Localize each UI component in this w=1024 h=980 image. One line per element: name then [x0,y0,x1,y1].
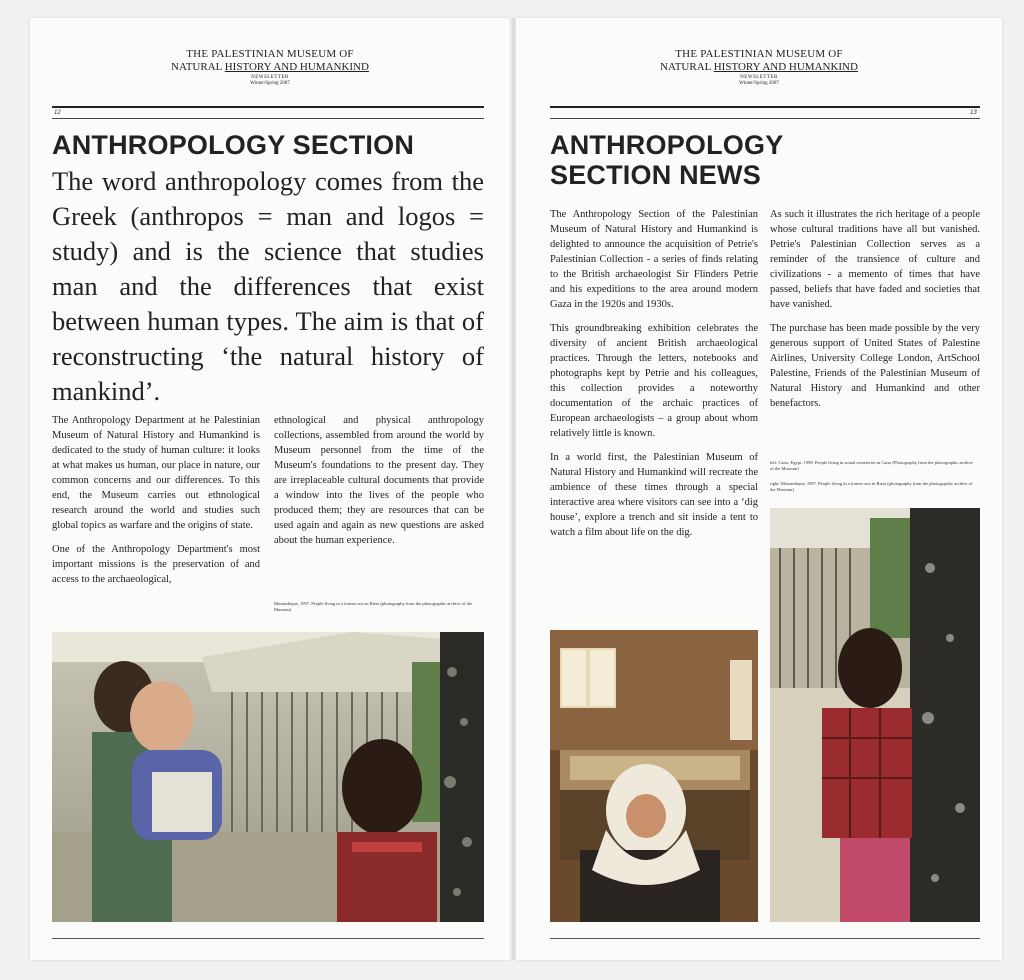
masthead-issue: Winter/Spring 2007 [250,81,290,86]
section-heading [550,130,990,190]
body-column-2 [770,207,980,420]
page-spine [512,18,515,960]
sub-rule [550,118,980,119]
body-column-1 [52,413,260,596]
bottom-rule [52,938,484,939]
section-heading-line2: SECTION NEWS [550,160,761,190]
masthead-title-line2 [90,61,450,74]
masthead-left [90,48,450,87]
body-paragraph: This groundbreaking exhibition celebrates the diversity of ancient British archaeological practices. Through the letters, notebooks and photographs kept by Petrie and his colleagues, this collection provides a noteworthy documentation of the archaic practices of European archaeologists – a group about whom relatively little is known. [550,323,758,439]
sub-rule [52,118,484,119]
photo-caption: Mozambique, 1997. People living in a former zoo in Biera (photography from the photographic archive of the Museum) [274,601,472,612]
body-paragraph: The Anthropology Section of the Palestinian Museum of Natural History and Humankind is delighted to announce the acquisition of Petrie's Palestinian Collection - a series of finds relating to the British archaeologist Sir Flinders Petrie and his expeditions to the area around modern Gaza in the 1920s and 1930s. [550,209,758,310]
masthead-right [579,48,939,87]
body-paragraph: The Anthropology Department at he Palestinian Museum of Natural History and Humankind is dedicated to the study of human culture: it looks at what makes us human, our place in nature, our common concerns and our differences. To this end, the Museum carries out ethnological research around the world and studies such global topics as warfare and the origins of state. [52,415,260,531]
body-paragraph: The purchase has been made possible by the very generous support of United States of Palestine Airlines, University College London, ArtSchool Palestine, Friends of the Palestinian Museum of Natural History and Humankind and other benefactors. [770,323,980,409]
lead-paragraph: The word anthropology comes from the Greek (anthropos = man and logos = study) and is the science that studies man and the differences that exist between human types. The aim is that of reconstructing ‘the natural history of mankind’. [52,166,484,406]
masthead-newsletter: NEWSLETTER [251,75,289,80]
section-heading: ANTHROPOLOGY SECTION [52,130,415,160]
left-page [30,18,510,960]
masthead-title-line1: THE PALESTINIAN MUSEUM OF [186,48,354,60]
page-number: 13 [970,110,977,116]
masthead-title-line1: THE PALESTINIAN MUSEUM OF [675,48,843,60]
masthead-issue: Winter/Spring 2007 [739,81,779,86]
page-number: 12 [54,110,61,116]
masthead-line2-underlined: HISTORY AND HUMANKIND [224,61,369,73]
body-column-2 [274,413,484,557]
section-heading-line1: ANTHROPOLOGY [550,130,784,160]
photo-children-mozambique [52,632,484,922]
masthead-line2-underlined: HISTORY AND HUMANKIND [713,61,858,73]
photo-caption-left: left: Cairo, Egypt, 1998. People living in actual cemeteries in Cairo (Photography from the photographic archive of the Museum) [770,460,973,471]
body-column-1 [550,207,758,549]
body-paragraph: In a world first, the Palestinian Museum of Natural History and Humankind will recreate the ambience of these times through a special interactive area where visitors can see into a ‘dig house’, explore a trench and sit inside a tent to watch a film about life on the dig. [550,452,758,538]
body-paragraph: ethnological and physical anthropology collections, assembled from around the world by Museum personnel from the time of the Museum's foundations to the present day. They are irreplaceable cultural documents that provide a window into the lives of the people who produced them; they are resources that can be used again and again as new questions are asked about the human experience. [274,415,484,546]
masthead-title-line2 [579,61,939,74]
right-page [516,18,1002,960]
photo-child-mozambique [770,508,980,922]
photo-caption-right: right: Mozambique, 1997. People living in a former zoo in Biera (photography from the photographic archive of the Museum) [770,481,973,492]
top-rule [550,106,980,108]
body-paragraph: One of the Anthropology Department's most important missions is the preservation of and access to the archaeological, [52,544,260,585]
top-rule [52,106,484,108]
masthead-line2-prefix: NATURAL [660,61,714,73]
photo-man-cairo [550,630,758,922]
masthead-newsletter: NEWSLETTER [740,75,778,80]
bottom-rule [550,938,980,939]
masthead-line2-prefix: NATURAL [171,61,225,73]
body-paragraph: As such it illustrates the rich heritage of a people whose cultural traditions have all but vanished. Petrie's Palestinian Collection serves as a reminder of the transience of culture and civilizations - a memento of times that have passed, beliefs that have faded and societies that have vanished. [770,209,980,310]
